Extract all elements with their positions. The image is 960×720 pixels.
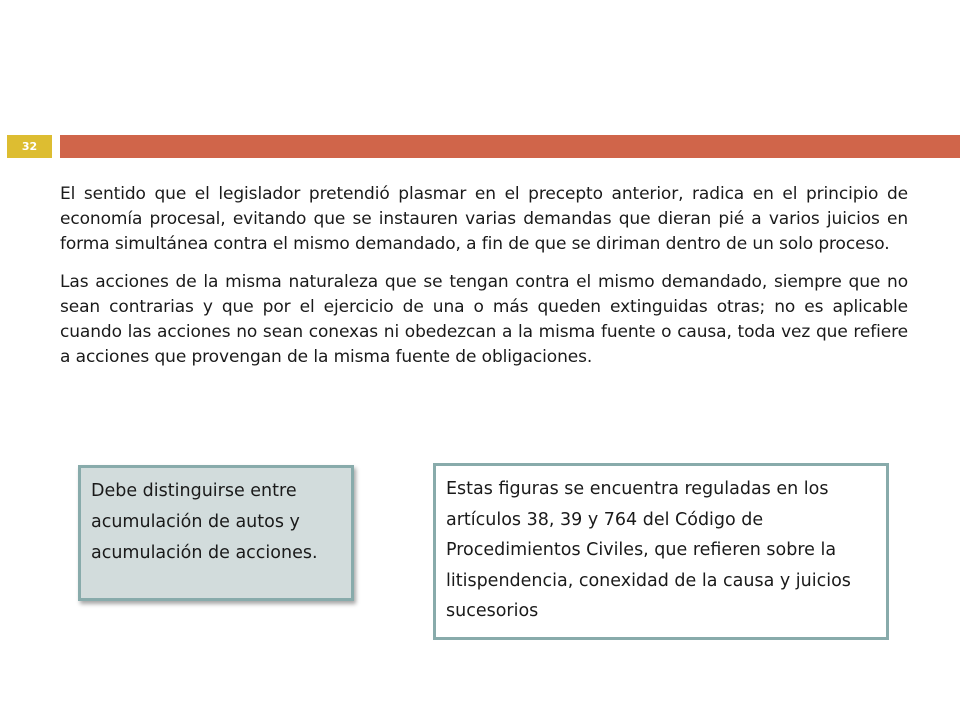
callout-right-text: Estas figuras se encuentra reguladas en los artículos 38, 39 y 764 del Código de Procedimientos Civiles, que refieren sobre la litispendencia, conexidad de la causa y juicios sucesorios xyxy=(446,479,851,621)
body-text xyxy=(60,182,908,383)
page-number-badge: 32 xyxy=(7,135,52,158)
callout-left-text: Debe distinguirse entre acumulación de autos y acumulación de acciones. xyxy=(91,481,318,563)
callout-box-left xyxy=(78,465,354,601)
callout-box-right xyxy=(433,463,889,640)
paragraph-1: El sentido que el legislador pretendió plasmar en el precepto anterior, radica en el principio de economía procesal, evitando que se instauren varias demandas que dieran pié a varios juicios en forma simultánea contra el mismo demandado, a fin de que se diriman dentro de un solo proceso. xyxy=(60,184,908,254)
header-bar xyxy=(60,135,960,158)
paragraph-2: Las acciones de la misma naturaleza que se tengan contra el mismo demandado, siempre que no sean contrarias y que por el ejercicio de una o más queden extinguidas otras; no es aplicable cuando las acciones no sean conexas ni obedezcan a la misma fuente o causa, toda vez que refiere a acciones que provengan de la misma fuente de obligaciones. xyxy=(60,272,908,367)
